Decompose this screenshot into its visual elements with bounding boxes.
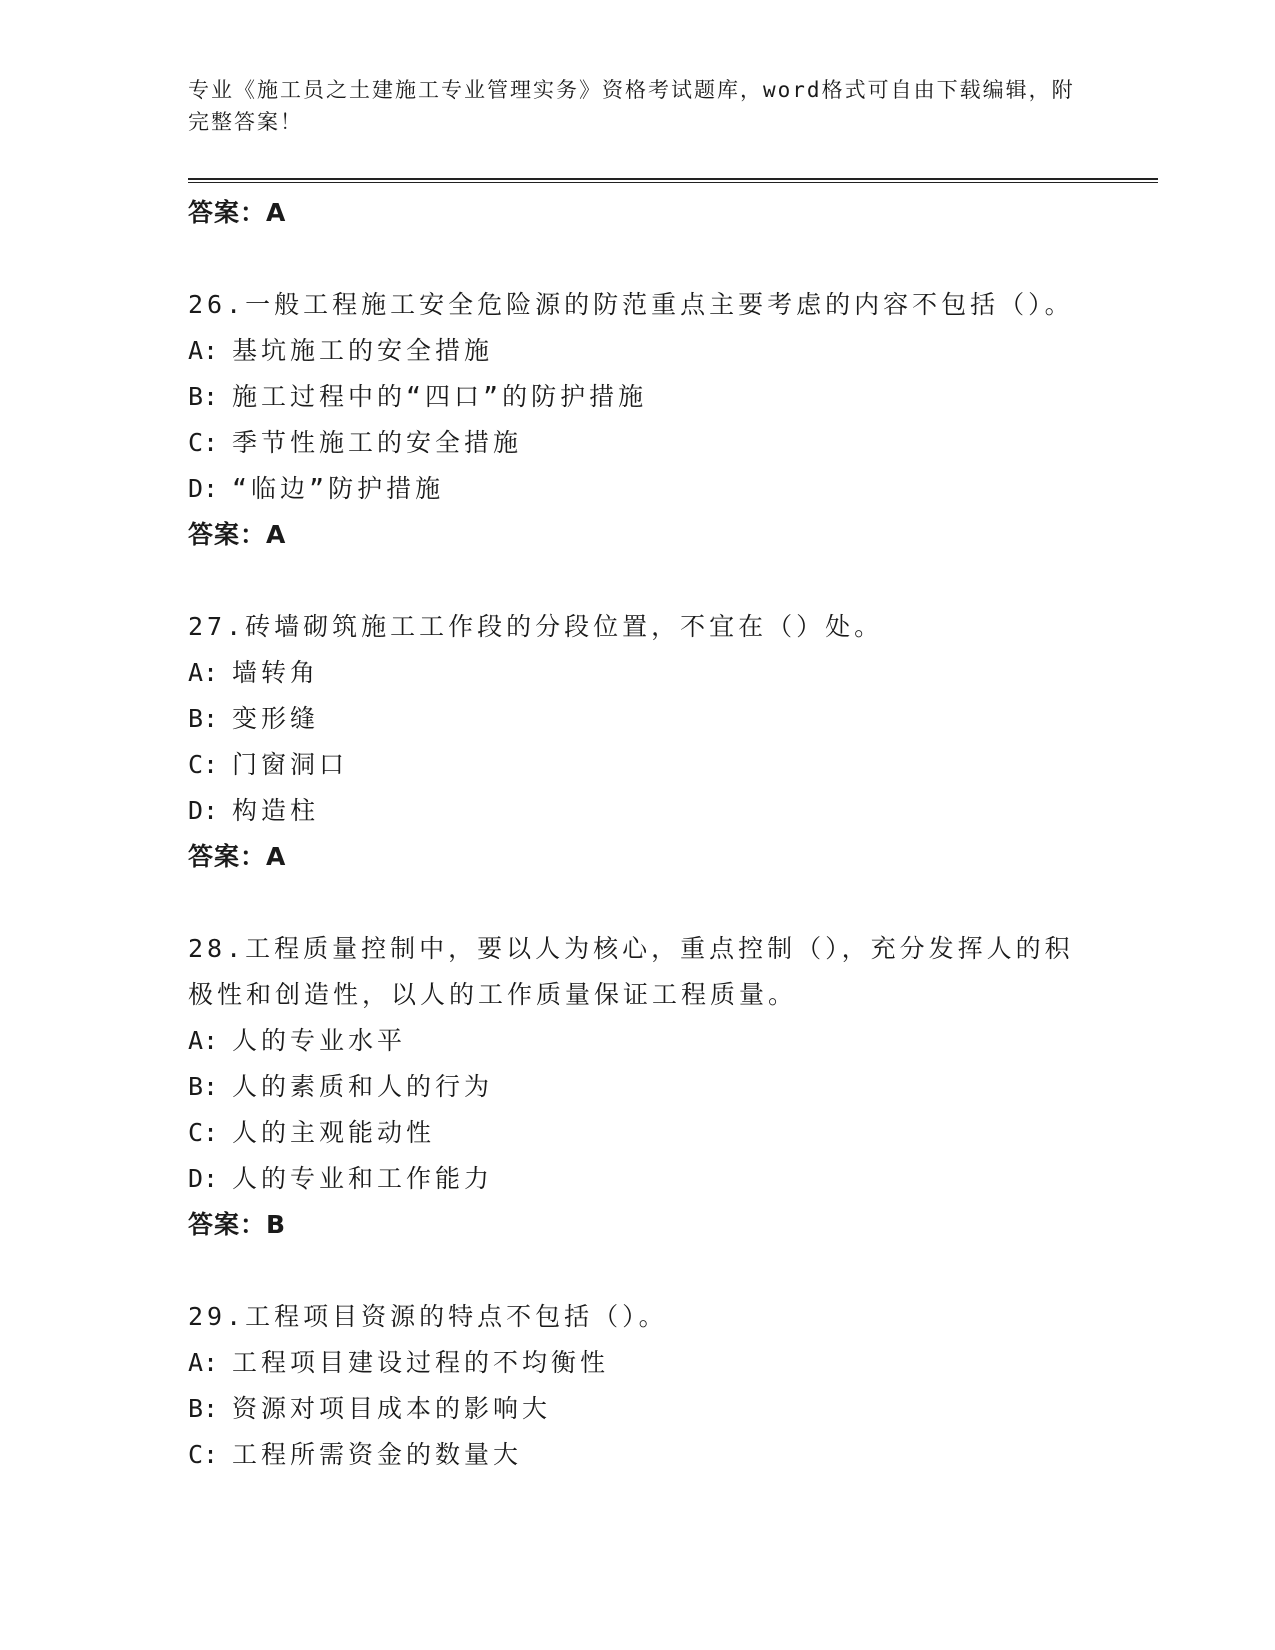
option-text: 构造柱 (232, 796, 320, 825)
question-stem: 27.砖墙砌筑施工工作段的分段位置，不宜在（）处。 (188, 612, 884, 641)
question-29 (188, 1294, 1078, 1478)
option-text: 门窗洞口 (232, 750, 349, 779)
option-text: “临边”防护措施 (232, 474, 445, 503)
option-label: C: (188, 750, 219, 779)
option-text: 人的素质和人的行为 (232, 1072, 494, 1101)
question-28 (188, 926, 1078, 1248)
answer-line: 答案：A (188, 842, 287, 871)
option-b (188, 1064, 1078, 1110)
answer-line: 答案：B (188, 1210, 287, 1239)
option-label: B: (188, 1394, 219, 1423)
option-text: 人的专业水平 (232, 1026, 407, 1055)
option-label: A: (188, 336, 219, 365)
option-label: A: (188, 658, 219, 687)
option-c (188, 742, 1078, 788)
option-text: 基坑施工的安全措施 (232, 336, 494, 365)
option-d (188, 788, 1078, 834)
option-text: 变形缝 (232, 704, 320, 733)
question-26 (188, 282, 1078, 558)
option-label: A: (188, 1026, 219, 1055)
option-text: 人的主观能动性 (232, 1118, 436, 1147)
option-a (188, 650, 1078, 696)
option-label: D: (188, 1164, 219, 1193)
option-b (188, 696, 1078, 742)
question-stem: 28.工程质量控制中，要以人为核心，重点控制（），充分发挥人的积极性和创造性，以人的工作质量保证工程质量。 (188, 934, 1074, 1009)
answer-line: 答案：A (188, 520, 287, 549)
question-stem: 26.一般工程施工安全危险源的防范重点主要考虑的内容不包括（）。 (188, 290, 1074, 319)
option-text: 工程项目建设过程的不均衡性 (232, 1348, 610, 1377)
option-text: 资源对项目成本的影响大 (232, 1394, 552, 1423)
answer-line: 答案：A (188, 198, 287, 227)
option-text: 墙转角 (232, 658, 320, 687)
option-label: B: (188, 704, 219, 733)
document-header: 专业《施工员之土建施工专业管理实务》资格考试题库，word格式可自由下载编辑，附完整答案！ (188, 78, 1075, 134)
option-b (188, 374, 1078, 420)
option-label: C: (188, 1440, 219, 1469)
option-a (188, 1340, 1078, 1386)
option-c (188, 1110, 1078, 1156)
question-list (188, 190, 1078, 1478)
option-label: B: (188, 382, 219, 411)
option-label: C: (188, 1118, 219, 1147)
question-27 (188, 604, 1078, 880)
option-b (188, 1386, 1078, 1432)
option-d (188, 1156, 1078, 1202)
option-label: A: (188, 1348, 219, 1377)
option-a (188, 1018, 1078, 1064)
option-label: D: (188, 474, 219, 503)
option-c (188, 420, 1078, 466)
option-d (188, 466, 1078, 512)
option-text: 人的专业和工作能力 (232, 1164, 494, 1193)
option-label: D: (188, 796, 219, 825)
question-stem: 29.工程项目资源的特点不包括（）。 (188, 1302, 668, 1331)
option-text: 施工过程中的“四口”的防护措施 (232, 382, 648, 411)
option-label: C: (188, 428, 219, 457)
option-text: 工程所需资金的数量大 (232, 1440, 523, 1469)
option-a (188, 328, 1078, 374)
option-text: 季节性施工的安全措施 (232, 428, 523, 457)
header-divider (188, 178, 1158, 183)
option-c (188, 1432, 1078, 1478)
option-label: B: (188, 1072, 219, 1101)
